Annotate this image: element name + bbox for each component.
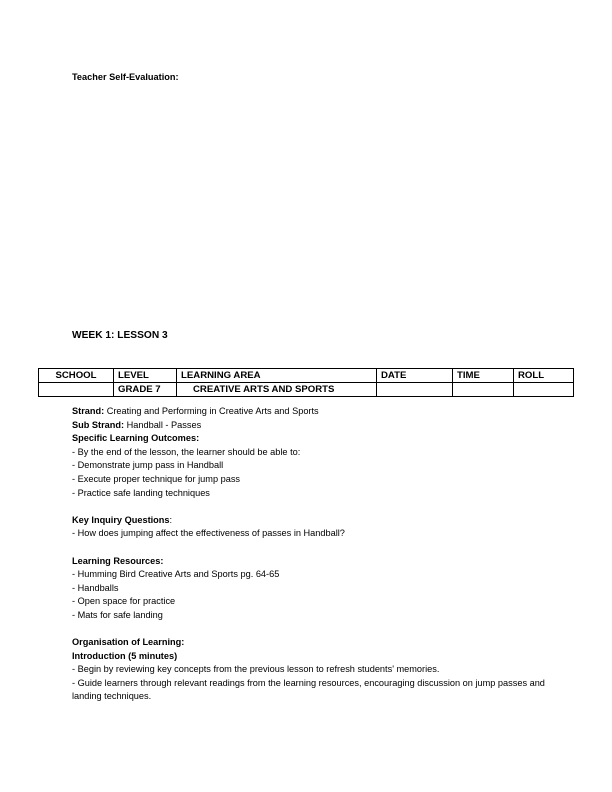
strand-value: Creating and Performing in Creative Arts and Sports: [104, 406, 319, 416]
list-item: - Humming Bird Creative Arts and Sports pg. 64-65: [72, 569, 280, 580]
lesson-body: [72, 405, 552, 704]
outcomes-heading: Specific Learning Outcomes:: [72, 433, 200, 444]
spacer: [72, 541, 552, 555]
list-item: - Guide learners through relevant readings from the learning resources, encouraging discussion on jump passes and landing techniques.: [72, 677, 545, 702]
table-header-row: [39, 369, 574, 383]
list-item: - Practice safe landing techniques: [72, 487, 210, 498]
list-item: - Open space for practice: [72, 596, 176, 607]
lesson-header-table: [38, 368, 574, 397]
table-row: [39, 383, 574, 397]
inquiry-heading: Key Inquiry Questions: [72, 514, 170, 525]
sub-strand-label: Sub Strand:: [72, 419, 125, 430]
spacer: [72, 500, 552, 514]
inquiry-heading-line: [72, 514, 552, 528]
introduction-heading: Introduction (5 minutes): [72, 650, 178, 661]
list-item: - Demonstrate jump pass in Handball: [72, 460, 224, 471]
strand-line: [72, 405, 552, 419]
cell-time: [453, 383, 514, 397]
sub-strand-line: [72, 419, 552, 433]
list-item: - Mats for safe landing: [72, 609, 163, 620]
column-roll: ROLL: [514, 369, 574, 383]
column-time: TIME: [453, 369, 514, 383]
lesson-title: WEEK 1: LESSON 3: [72, 330, 168, 341]
spacer: [72, 623, 552, 637]
organisation-heading: Organisation of Learning:: [72, 637, 185, 648]
list-item: - How does jumping affect the effectiveness of passes in Handball?: [72, 528, 345, 539]
list-item: - By the end of the lesson, the learner should be able to:: [72, 446, 301, 457]
strand-label: Strand:: [72, 406, 105, 416]
list-item: - Execute proper technique for jump pass: [72, 473, 241, 484]
column-learning-area: LEARNING AREA: [177, 369, 377, 383]
column-date: DATE: [377, 369, 453, 383]
list-item: - Begin by reviewing key concepts from the previous lesson to refresh students' memories.: [72, 664, 440, 675]
inquiry-heading-colon: :: [169, 514, 173, 525]
resources-heading: Learning Resources:: [72, 555, 164, 566]
cell-learning-area: CREATIVE ARTS AND SPORTS: [177, 383, 377, 397]
column-level: LEVEL: [114, 369, 177, 383]
cell-school: [39, 383, 114, 397]
cell-roll: [514, 383, 574, 397]
list-item: - Handballs: [72, 582, 119, 593]
teacher-self-evaluation-label: Teacher Self-Evaluation:: [72, 72, 179, 82]
sub-strand-value: Handball - Passes: [124, 419, 202, 430]
cell-date: [377, 383, 453, 397]
cell-level: GRADE 7: [114, 383, 177, 397]
column-school: SCHOOL: [39, 369, 114, 383]
